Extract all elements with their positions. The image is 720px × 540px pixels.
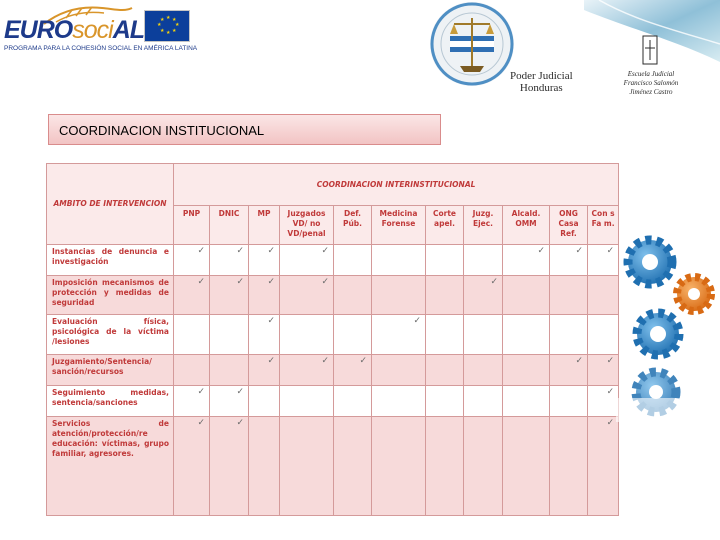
empty-cell [464,417,503,516]
empty-cell [280,417,334,516]
empty-cell [249,417,280,516]
check-mark-cell [210,386,249,417]
svg-text:★: ★ [172,17,177,23]
check-mark-cell [174,276,210,315]
svg-text:★: ★ [166,30,171,36]
empty-cell [503,315,550,355]
row-label: Juzgamiento/Sentencia/ sanción/recursos [47,355,174,386]
column-header: Def. Púb. [334,206,372,245]
ambito-header: AMBITO DE INTERVENCION [47,164,174,245]
empty-cell [334,245,372,276]
poder-judicial-line2: Honduras [519,82,563,94]
empty-cell [426,315,464,355]
eurosocial-wordmark: EUROsociAL [4,16,145,44]
check-mark-cell [588,355,619,386]
table-row [47,417,619,516]
column-header: Alcald. OMM [503,206,550,245]
check-icon: ✓ [606,356,615,366]
check-icon: ✓ [236,246,244,256]
column-header: Medicina Forense [372,206,426,245]
check-icon: ✓ [197,277,205,287]
empty-cell [426,276,464,315]
eu-flag-icon [144,10,190,42]
column-header: DNIC [210,206,249,245]
empty-cell [464,386,503,417]
check-icon: ✓ [267,316,275,326]
column-header: Corte apel. [426,206,464,245]
column-header: MP [249,206,280,245]
check-mark-cell [210,276,249,315]
empty-cell [503,276,550,315]
empty-cell [464,355,503,386]
check-icon: ✓ [575,246,583,256]
check-icon: ✓ [197,246,205,256]
table-row [47,355,619,386]
escuela-judicial-line2: Francisco Salomón Jiménez Castro [623,79,679,96]
check-icon: ✓ [267,277,275,287]
empty-cell [550,315,588,355]
check-icon: ✓ [413,316,421,326]
escuela-judicial-line1: Escuela Judicial [627,70,675,78]
empty-cell [464,245,503,276]
poder-judicial-line1: Poder Judicial [510,70,573,82]
check-mark-cell [588,417,619,516]
check-mark-cell [280,245,334,276]
table-row [47,386,619,417]
check-icon: ✓ [236,387,244,397]
empty-cell [210,315,249,355]
check-mark-cell [210,417,249,516]
check-icon: ✓ [606,246,615,256]
empty-cell [503,355,550,386]
check-icon: ✓ [321,277,329,287]
empty-cell [249,386,280,417]
empty-cell [426,417,464,516]
svg-text:★: ★ [175,22,180,28]
svg-text:★: ★ [160,28,165,34]
table-row [47,276,619,315]
check-icon: ✓ [490,277,498,287]
empty-cell [334,417,372,516]
check-mark-cell [464,276,503,315]
table-row [47,245,619,276]
slide-title: COORDINACION INSTITUCIONAL [59,123,265,138]
check-mark-cell [174,417,210,516]
check-icon: ✓ [359,356,367,366]
check-icon: ✓ [267,246,275,256]
check-icon: ✓ [321,356,329,366]
check-mark-cell [503,245,550,276]
group-header: COORDINACION INTERINSTITUCIONAL [174,164,619,206]
gear-blue-top-icon [628,240,672,284]
check-mark-cell [588,245,619,276]
check-mark-cell [249,355,280,386]
check-mark-cell [174,245,210,276]
row-label: Evaluación física, psicológica de la víctima /lesiones [47,315,174,355]
check-mark-cell [249,315,280,355]
empty-cell [550,386,588,417]
empty-cell [280,315,334,355]
svg-text:★: ★ [166,15,171,21]
empty-cell [588,315,619,355]
column-header: Con s Fa m. [588,206,619,245]
check-mark-cell [372,315,426,355]
coordination-table [46,163,619,516]
gears-decoration-icon [616,232,720,422]
check-icon: ✓ [606,418,615,428]
empty-cell [334,315,372,355]
svg-text:★: ★ [157,22,162,28]
check-mark-cell [280,355,334,386]
empty-cell [174,355,210,386]
poder-judicial-banner [424,0,720,100]
poder-judicial-seal-icon [430,2,514,86]
check-mark-cell [588,386,619,417]
empty-cell [210,355,249,386]
check-mark-cell [249,276,280,315]
gear-orange-icon [677,277,711,311]
empty-cell [372,386,426,417]
empty-cell [426,386,464,417]
escuela-judicial-text [614,70,688,97]
column-header: ONG Casa Ref. [550,206,588,245]
row-label: Imposición mecanismos de protección y medidas de seguridad [47,276,174,315]
check-icon: ✓ [267,356,275,366]
check-mark-cell [210,245,249,276]
column-header: Juzg. Ejec. [464,206,503,245]
check-mark-cell [249,245,280,276]
row-label: Instancias de denuncia e investigación [47,245,174,276]
empty-cell [426,245,464,276]
check-icon: ✓ [321,246,329,256]
eurosocial-logo [2,4,198,56]
empty-cell [550,276,588,315]
svg-text:★: ★ [172,28,177,34]
empty-cell [334,276,372,315]
check-mark-cell [550,245,588,276]
row-label: Seguimiento medidas, sentencia/sanciones [47,386,174,417]
column-header: Juzgados VD/ no VD/penal [280,206,334,245]
gear-blue-middle-icon [637,313,679,355]
svg-text:★: ★ [160,17,165,23]
empty-cell [503,417,550,516]
empty-cell [372,417,426,516]
empty-cell [334,386,372,417]
check-icon: ✓ [236,418,244,428]
table-row [47,315,619,355]
check-icon: ✓ [606,387,615,397]
empty-cell [588,276,619,315]
check-icon: ✓ [575,356,583,366]
escuela-judicial-emblem-icon [643,36,657,64]
poder-judicial-text [510,70,573,94]
row-label: Servicios de atención/protección/re educación: víctimas, grupo familiar, agresores. [47,417,174,516]
empty-cell [464,315,503,355]
check-icon: ✓ [197,418,205,428]
empty-cell [426,355,464,386]
empty-cell [372,245,426,276]
empty-cell [174,315,210,355]
column-header: PNP [174,206,210,245]
empty-cell [372,355,426,386]
check-icon: ✓ [537,246,545,256]
check-icon: ✓ [197,387,205,397]
empty-cell [280,386,334,417]
check-mark-cell [174,386,210,417]
empty-cell [503,386,550,417]
check-mark-cell [550,355,588,386]
empty-cell [372,276,426,315]
check-icon: ✓ [236,277,244,287]
empty-cell [550,417,588,516]
slide-title-box [48,114,441,145]
check-mark-cell [280,276,334,315]
eurosocial-subtitle: PROGRAMA PARA LA COHESIÓN SOCIAL EN AMÉRICA LATINA [4,45,198,52]
check-mark-cell [334,355,372,386]
